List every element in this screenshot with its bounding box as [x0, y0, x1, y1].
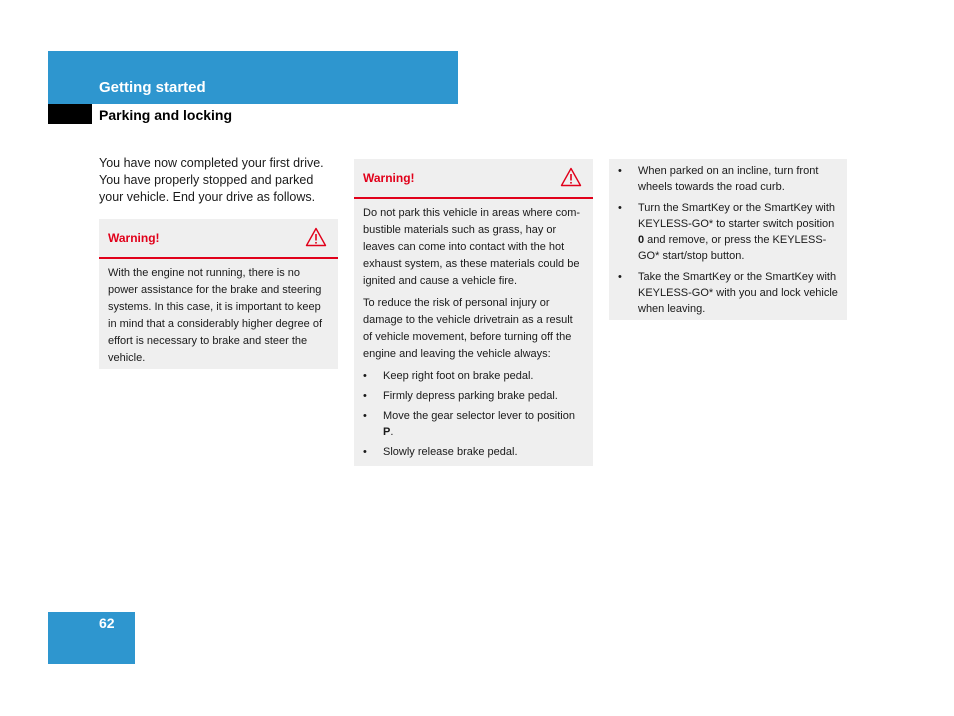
list-item: • Keep right foot on brake pedal.: [363, 368, 584, 384]
section-title: Getting started: [99, 79, 206, 96]
list-item-text: Move the gear selector lever to position: [383, 410, 575, 422]
warning-body: [99, 259, 338, 380]
header-bar: [48, 51, 458, 104]
switch-position-0: 0: [638, 234, 645, 246]
precaution-list: [363, 368, 584, 460]
section-marker: [48, 104, 92, 124]
list-item-text: and remove, or press the KEYLESS-GO* start/stop button.: [638, 234, 827, 262]
warning-triangle-icon: [560, 167, 582, 187]
list-item: • Slowly release brake pedal.: [363, 444, 584, 460]
list-item: • Firmly depress parking brake pedal.: [363, 388, 584, 404]
warning-label: Warning!: [108, 231, 160, 245]
list-item: [618, 200, 838, 264]
list-item: • Take the SmartKey or the SmartKey with KEYLESS-GO* with you and lock vehicle when leaving.: [618, 269, 838, 317]
warning-label: Warning!: [363, 171, 415, 185]
page-number-box: [48, 612, 135, 664]
warning-body: [354, 199, 593, 472]
warning-text: With the engine not running, there is no power assistance for the brake and steering systems. In this case, it is important to keep in mind that a considerably higher degree of effort is necessary to brake and steer the vehicle.: [108, 267, 323, 364]
steps-list: [618, 163, 838, 317]
intro-text: You have now completed your first drive. You have properly stopped and parked your vehicle. End your drive as follows.: [99, 156, 324, 204]
page-number: 62: [99, 615, 115, 631]
list-item-text: Turn the SmartKey or the SmartKey with KEYLESS-GO* to starter switch position: [638, 202, 836, 230]
steps-body: [609, 159, 847, 330]
warning-header: [354, 159, 593, 199]
warning-box-engine: [99, 219, 338, 369]
warning-triangle-icon: [305, 227, 327, 247]
list-item: [363, 408, 584, 440]
warning-header: [99, 219, 338, 259]
warning-paragraph-1: Do not park this vehicle in areas where com-bustible materials such as grass, hay or leaves can come into contact with the hot exhaust system, as these materials could be ignited and cause a vehicle fire.: [363, 207, 581, 287]
list-item-text: .: [390, 426, 394, 438]
page-subtitle: Parking and locking: [99, 107, 233, 123]
gear-position-p: P: [383, 426, 391, 438]
list-item: • When parked on an incline, turn front wheels towards the road curb.: [618, 163, 838, 195]
steps-box: [609, 159, 847, 320]
warning-box-parking: [354, 159, 593, 466]
warning-paragraph-2: To reduce the risk of personal injury or damage to the vehicle drivetrain as a result of vehicle movement, before turning off the engine and leaving the vehicle always:: [363, 297, 573, 360]
